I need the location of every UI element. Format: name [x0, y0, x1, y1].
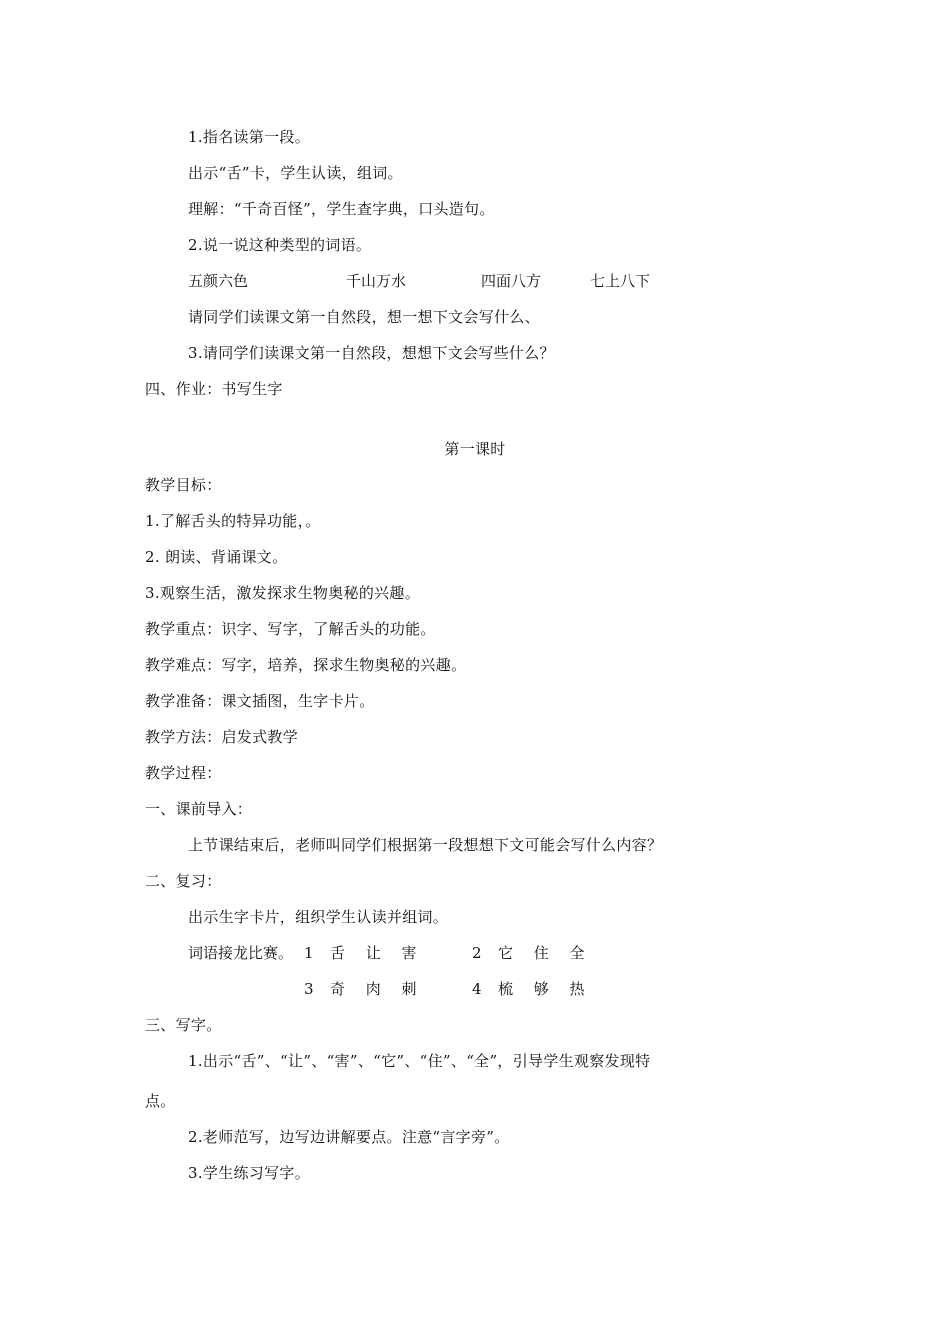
idiom-2: 千山万水 — [346, 272, 407, 290]
review-text: 出示生字卡片，组织学生认读并组词。 — [188, 908, 449, 926]
step-2-similar-words: 2.说一说这种类型的词语。 — [188, 236, 372, 254]
writing-step-2: 2.老师范写，边写边讲解要点。注意“言字旁”。 — [188, 1128, 510, 1146]
teaching-focus: 教学重点：识字、写字，了解舌头的功能。 — [145, 620, 436, 638]
goal-2: 2. 朗读、背诵课文。 — [145, 548, 288, 566]
section-homework: 四、作业：书写生字 — [145, 380, 283, 398]
goal-3: 3.观察生活，激发探求生物奥秘的兴趣。 — [145, 584, 421, 602]
word-group-number: 1 — [304, 944, 314, 962]
lesson-heading: 第一课时 — [444, 440, 506, 458]
teaching-goals-heading: 教学目标： — [145, 476, 222, 494]
step-1-read-first-paragraph: 1.指名读第一段。 — [188, 128, 311, 146]
idiom-4: 七上八下 — [590, 272, 651, 290]
show-tongue-card: 出示“舌”卡，学生认读，组词。 — [188, 164, 403, 182]
word-group-chars: 它 住 全 — [498, 944, 593, 962]
idiom-3: 四面八方 — [481, 272, 542, 290]
read-prompt: 请同学们读课文第一自然段，想一想下文会写什么、 — [188, 308, 540, 326]
step-3-read-prompt: 3.请同学们读课文第一自然段，想想下文会写些什么？ — [188, 344, 555, 362]
section-review: 二、复习： — [145, 872, 222, 890]
word-group-number: 4 — [472, 980, 482, 998]
word-group-number: 2 — [472, 944, 482, 962]
writing-step-1-continued: 点。 — [145, 1092, 176, 1110]
goal-1: 1.了解舌头的特异功能，。 — [145, 512, 321, 530]
word-group-chars: 奇 肉 刺 — [330, 980, 425, 998]
understand-idiom: 理解：“千奇百怪”，学生查字典，口头造句。 — [188, 200, 495, 218]
word-game-label: 词语接龙比赛。 — [188, 944, 294, 962]
word-group-chars: 梳 够 热 — [498, 980, 593, 998]
writing-step-1: 1.出示“舌”、“让”、“害”、“它”、“住”、“全”，引导学生观察发现特 — [188, 1052, 651, 1070]
teaching-difficulty: 教学难点：写字，培养，探求生物奥秘的兴趣。 — [145, 656, 467, 674]
writing-step-3: 3.学生练习写字。 — [188, 1164, 311, 1182]
section-writing: 三、写字。 — [145, 1016, 222, 1034]
section-intro: 一、课前导入： — [145, 800, 253, 818]
teaching-method: 教学方法：启发式教学 — [145, 728, 299, 746]
teaching-process-heading: 教学过程： — [145, 764, 222, 782]
idiom-1: 五颜六色 — [188, 272, 249, 290]
word-group-chars: 舌 让 害 — [330, 944, 425, 962]
word-group-number: 3 — [304, 980, 314, 998]
intro-text: 上节课结束后，老师叫同学们根据第一段想想下文可能会写什么内容？ — [188, 836, 663, 854]
teaching-preparation: 教学准备：课文插图，生字卡片。 — [145, 692, 375, 710]
